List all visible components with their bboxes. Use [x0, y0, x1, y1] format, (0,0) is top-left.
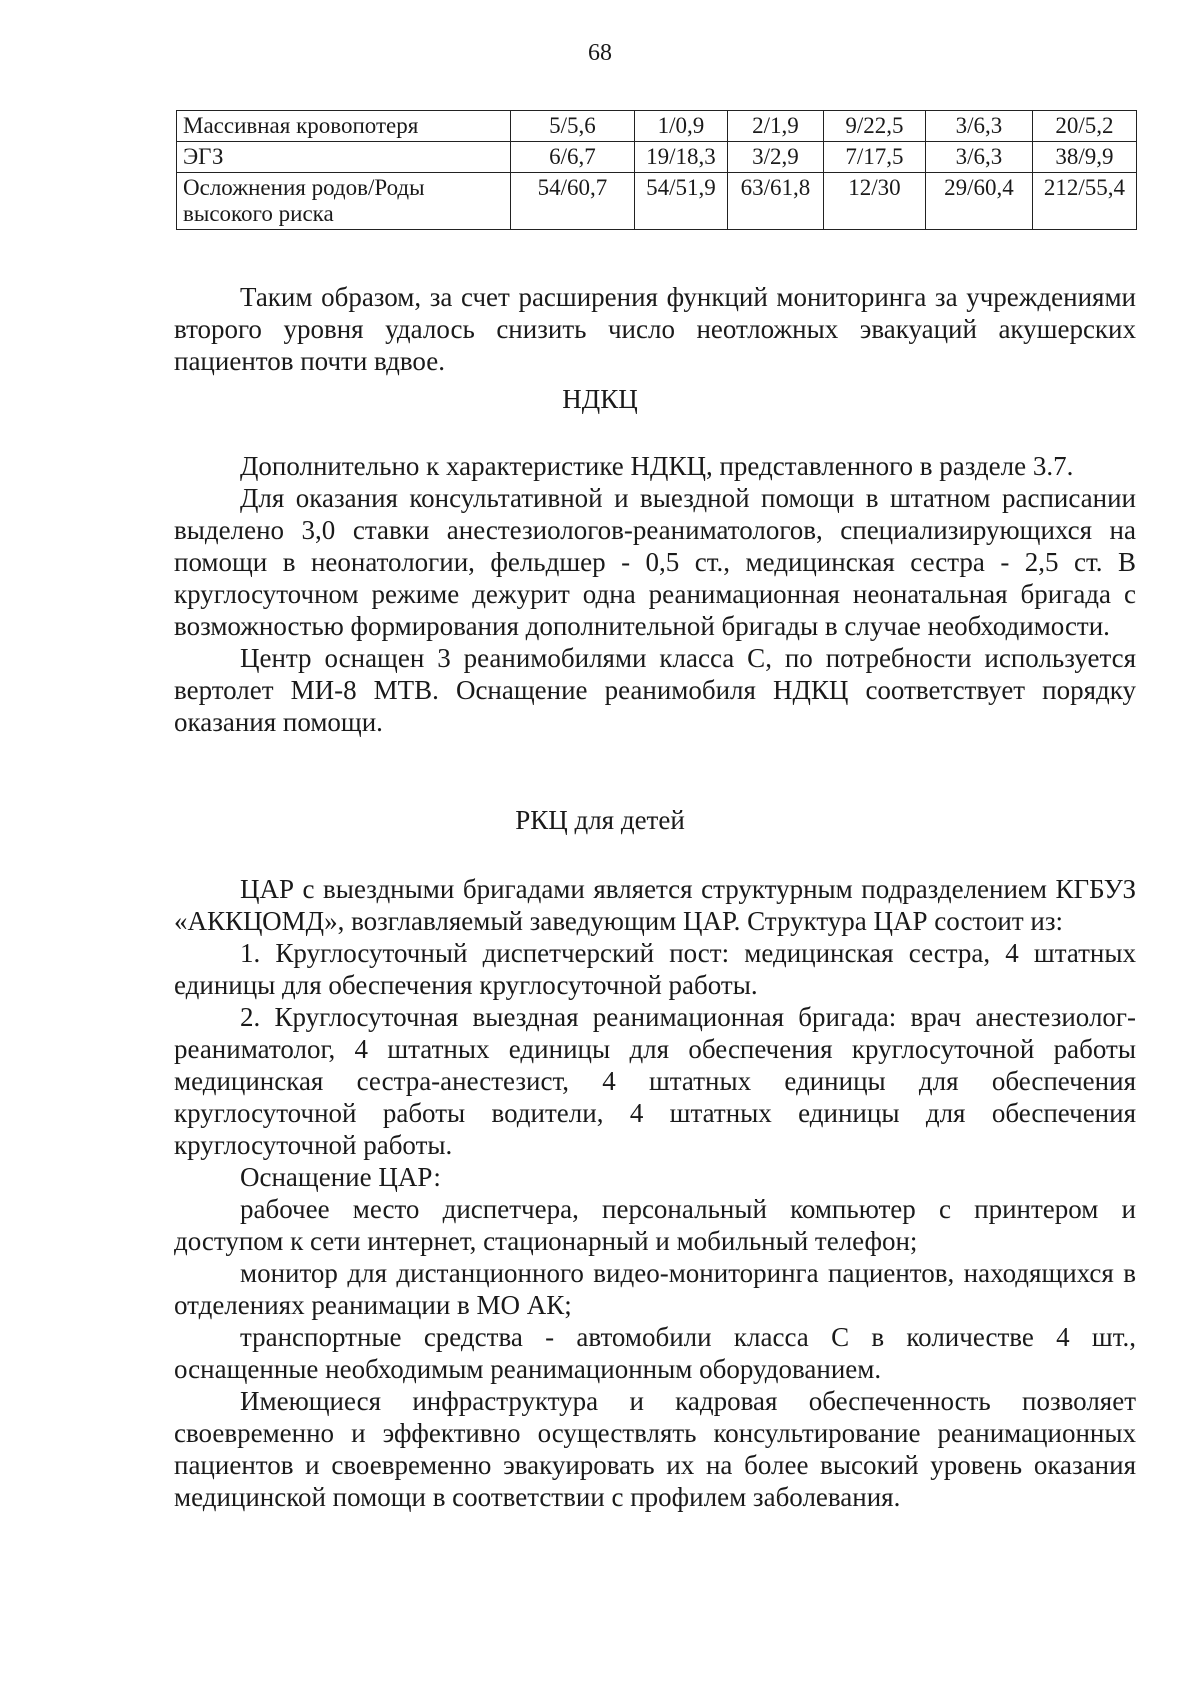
- table-cell: 5/5,6: [511, 111, 635, 142]
- heading-ndkc: НДКЦ: [562, 384, 638, 414]
- table-row: [177, 173, 1137, 230]
- list-item: 1. Круглосуточный диспетчерский пост: медицинская сестра, 4 штатных единицы для обеспечения круглосуточной работы.: [174, 938, 1136, 1000]
- table-cell: 7/17,5: [824, 142, 926, 173]
- table-cell: 54/60,7: [511, 173, 635, 230]
- table-row: [177, 142, 1137, 173]
- table-cell: 19/18,3: [635, 142, 728, 173]
- rkc-section: [174, 873, 1136, 1513]
- row-label: Массивная кровопотеря: [177, 111, 511, 142]
- equipment-item: транспортные средства - автомобили класса С в количестве 4 шт., оснащенные необходимым реанимационным оборудованием.: [174, 1322, 1136, 1384]
- table-row: [177, 111, 1137, 142]
- table-cell: 3/2,9: [728, 142, 824, 173]
- paragraph-ndkc-equipment: Центр оснащен 3 реанимобилями класса С, по потребности используется вертолет МИ-8 МТВ. Оснащение реанимобиля НДКЦ соответствует порядку оказания помощи.: [174, 643, 1136, 737]
- table-cell: 9/22,5: [824, 111, 926, 142]
- page-number: 68: [588, 40, 612, 66]
- row-label: Осложнения родов/Роды высокого риска: [177, 173, 511, 230]
- list-item: 2. Круглосуточная выездная реанимационная бригада: врач анестезиолог-реаниматолог, 4 штатных единицы для обеспечения круглосуточной работы медицинская сестра-анестезист, 4 штатных единицы для обеспечения круглосуточной работы водители, 4 штатных единицы для обеспечения круглосуточной работы.: [174, 1002, 1136, 1160]
- table-cell: 20/5,2: [1033, 111, 1137, 142]
- table-cell: 1/0,9: [635, 111, 728, 142]
- equipment-item: рабочее место диспетчера, персональный компьютер с принтером и доступом к сети интернет, стационарный и мобильный телефон;: [174, 1194, 1136, 1256]
- table-cell: 3/6,3: [926, 111, 1033, 142]
- table-cell: 3/6,3: [926, 142, 1033, 173]
- equipment-title: Оснащение ЦАР:: [240, 1162, 441, 1192]
- equipment-item: монитор для дистанционного видео-мониторинга пациентов, находящихся в отделениях реанимации в МО АК;: [174, 1258, 1136, 1320]
- paragraph-ndkc-staff: Для оказания консультативной и выездной помощи в штатном расписании выделено 3,0 ставки анестезиологов-реаниматологов, специализирующихся на помощи в неонатологии, фельдшер - 0,5 ст., медицинская сестра - 2,5 ст. В круглосуточном режиме дежурит одна реанимационная неонатальная бригада с возможностью формирования дополнительной бригады в случае необходимости.: [174, 483, 1136, 641]
- statistics-table: [176, 110, 1137, 230]
- row-label: ЭГЗ: [177, 142, 511, 173]
- conclusion-section: [174, 281, 1136, 377]
- paragraph-ndkc-intro: Дополнительно к характеристике НДКЦ, представленного в разделе 3.7.: [240, 451, 1074, 481]
- table-cell: 212/55,4: [1033, 173, 1137, 230]
- heading-rkc-children: РКЦ для детей: [515, 805, 685, 835]
- table-cell: 63/61,8: [728, 173, 824, 230]
- table-cell: 6/6,7: [511, 142, 635, 173]
- table-cell: 2/1,9: [728, 111, 824, 142]
- table-cell: 29/60,4: [926, 173, 1033, 230]
- paragraph-car-structure: ЦАР с выездными бригадами является структурным подразделением КГБУЗ «АККЦОМД», возглавляемый заведующим ЦАР. Структура ЦАР состоит из:: [174, 874, 1136, 936]
- paragraph-conclusion: Таким образом, за счет расширения функций мониторинга за учреждениями второго уровня удалось снизить число неотложных эвакуаций акушерских пациентов почти вдвое.: [174, 282, 1136, 376]
- paragraph-summary: Имеющиеся инфраструктура и кадровая обеспеченность позволяет своевременно и эффективно осуществлять консультирование реанимационных пациентов и своевременно эвакуировать их на более высокий уровень оказания медицинской помощи в соответствии с профилем заболевания.: [174, 1386, 1136, 1512]
- table-cell: 38/9,9: [1033, 142, 1137, 173]
- table-cell: 54/51,9: [635, 173, 728, 230]
- table-cell: 12/30: [824, 173, 926, 230]
- ndkc-section: [174, 450, 1136, 738]
